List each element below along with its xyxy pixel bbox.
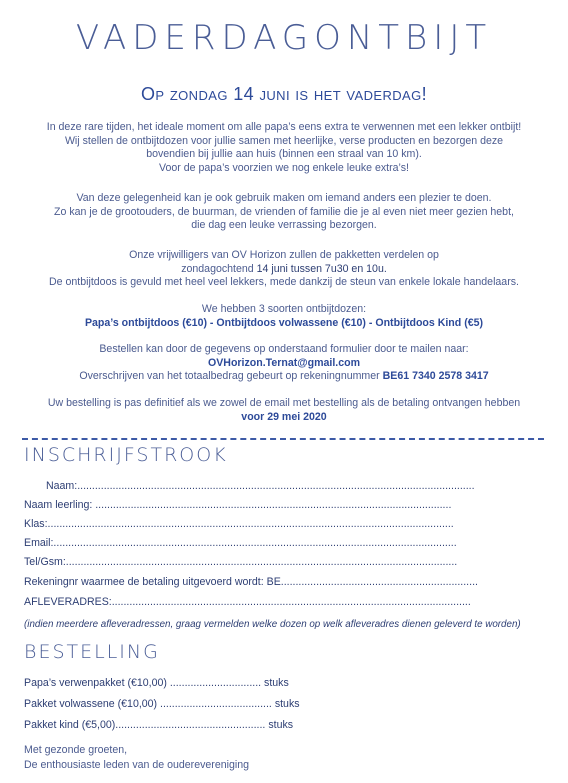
deadline-line: Uw bestelling is pas definitief als we zowel de email met bestelling als de betaling ontvangen hebben	[47, 397, 521, 409]
order-adult-line[interactable]: Pakket volwassene (€10,00) ...................................... stuks	[24, 698, 300, 710]
gift-paragraph	[14, 192, 554, 233]
intro-line: In deze rare tijden, het ideale moment om alle papa’s eens extra te verwennen met een lekker ontbijt!	[46, 121, 522, 133]
order-kid-line[interactable]: Pakket kind (€5,00)................................................... stuks	[24, 719, 294, 731]
delivery-address-field[interactable]: AFLEVERADRES:..........................................................................................................................	[24, 596, 471, 608]
gift-line: Zo kan je de grootouders, de buurman, de vrienden of familie die je al even niet meer gezien hebt,	[54, 205, 514, 218]
email-field[interactable]: Email:.........................................................................................................................................	[24, 537, 457, 549]
class-field[interactable]: Klas:..........................................................................................................................................	[24, 518, 454, 530]
delivery-text: zondagochtend	[181, 262, 257, 275]
student-name-field[interactable]: Naam leerling: .........................................................................................................................	[24, 499, 452, 511]
order-papa-line[interactable]: Papa’s verwenpakket (€10,00) ............................... stuks	[24, 677, 289, 689]
order-email: OVHorizon.Ternat@gmail.com	[208, 356, 360, 369]
delivery-line: Onze vrijwilligers van OV Horizon zullen de pakketten verdelen op	[129, 249, 439, 261]
ordering-text: Overschrijven van het totaalbedrag gebeurt op rekeningnummer	[79, 370, 383, 383]
delivery-paragraph	[14, 249, 554, 290]
closing-signature: De enthousiaste leden van de ouderevereniging	[24, 758, 249, 771]
delivery-line: De ontbijtdoos is gevuld met heel veel lekkers, mede dankzij de steun van enkele lokale handelaars.	[49, 276, 519, 289]
form-heading: INSCHRIJFSTROOK	[24, 444, 228, 466]
page-subtitle: Op zondag 14 juni is het vaderdag!	[140, 84, 428, 104]
account-number-field[interactable]: Rekeningnr waarmee de betaling uitgevoerd wordt: BE...................................................................	[24, 576, 478, 588]
closing-greeting: Met gezonde groeten,	[24, 744, 128, 756]
iban: BE61 7340 2578 3417	[382, 370, 489, 383]
types-intro: We hebben 3 soorten ontbijtdozen:	[201, 303, 367, 315]
order-heading: BESTELLING	[24, 641, 160, 663]
types-list: Papa’s ontbijtdoos (€10) - Ontbijtdoos volwassene (€10) - Ontbijtdoos Kind (€5)	[84, 316, 484, 329]
closing-block	[24, 743, 249, 772]
ordering-paragraph	[14, 343, 554, 384]
intro-paragraph	[14, 121, 554, 175]
intro-line: Wij stellen de ontbijtdozen voor jullie samen met heerlijke, verse producten en bezorgen deze	[64, 134, 504, 147]
ordering-line: Bestellen kan door de gegevens op onderstaand formulier door te mailen naar:	[99, 343, 469, 355]
address-note: (indien meerdere afleveradressen, graag vermelden welke dozen op welk afleveradres dienen geleverd te worden)	[24, 619, 521, 630]
ordering-line	[14, 370, 554, 384]
cut-line-divider	[22, 438, 544, 440]
page-title: VADERDAGONTBIJT	[75, 18, 493, 58]
deadline-paragraph	[14, 397, 554, 424]
types-paragraph	[14, 303, 554, 330]
intro-line: bovendien bij jullie aan huis (binnen een straal van 10 km).	[146, 148, 422, 161]
delivery-line	[14, 263, 554, 277]
gift-line: die dag een leuke verrassing bezorgen.	[191, 219, 377, 232]
intro-line: Voor de papa’s voorzien we nog enkele leuke extra’s!	[159, 161, 409, 174]
deadline-date: voor 29 mei 2020	[241, 410, 327, 423]
gift-line: Van deze gelegenheid kan je ook gebruik maken om iemand anders een plezier te doen.	[76, 192, 492, 204]
delivery-time: 14 juni tussen 7u30 en 10u.	[256, 262, 387, 275]
phone-field[interactable]: Tel/Gsm:.....................................................................................................................................	[24, 556, 458, 568]
name-field[interactable]: Naam:.......................................................................................................................................	[46, 480, 475, 492]
